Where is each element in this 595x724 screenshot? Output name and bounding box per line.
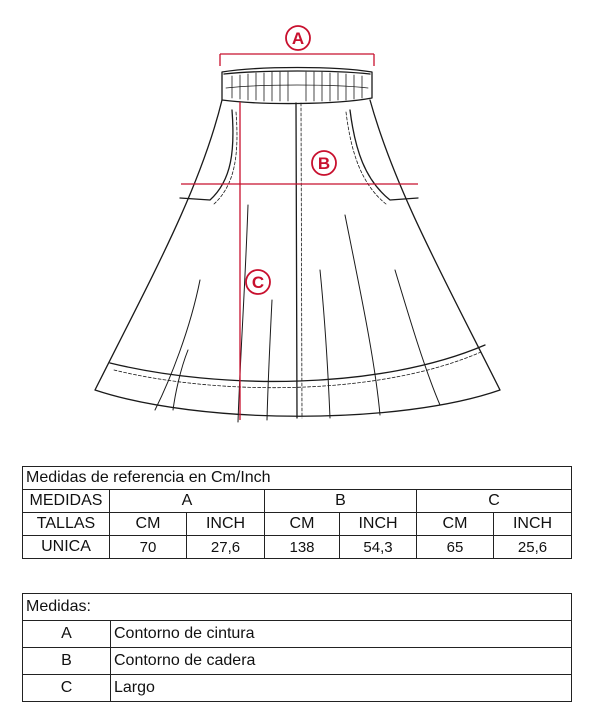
svg-text:C: C	[251, 273, 265, 292]
right-pocket	[350, 110, 418, 200]
unit-header: INCH	[340, 513, 417, 536]
table-cell: 65	[417, 536, 494, 559]
table-row	[23, 536, 572, 559]
size-name: UNICA	[23, 536, 110, 559]
legend-key: B	[23, 648, 111, 675]
group-header-a: A	[110, 490, 265, 513]
legend-row	[23, 675, 572, 702]
unit-header: INCH	[494, 513, 572, 536]
unit-header: CM	[110, 513, 187, 536]
unit-header: CM	[417, 513, 494, 536]
marker-c-icon	[246, 270, 270, 294]
unit-header: CM	[265, 513, 340, 536]
table-cell: 70	[110, 536, 187, 559]
size-table-title: Medidas de referencia en Cm/Inch	[23, 467, 572, 490]
legend-description: Contorno de cintura	[111, 621, 572, 648]
legend-description: Contorno de cadera	[111, 648, 572, 675]
legend-key: A	[23, 621, 111, 648]
center-seam	[296, 103, 297, 418]
row-header-medidas: MEDIDAS	[23, 490, 110, 513]
legend-description: Largo	[111, 675, 572, 702]
table-cell: 54,3	[340, 536, 417, 559]
skirt-outline	[95, 100, 500, 416]
size-table	[22, 466, 572, 559]
legend-row	[23, 621, 572, 648]
group-header-c: C	[417, 490, 572, 513]
svg-text:B: B	[317, 154, 331, 173]
table-cell: 138	[265, 536, 340, 559]
marker-a-icon	[286, 26, 310, 50]
legend-key: C	[23, 675, 111, 702]
table-cell: 25,6	[494, 536, 572, 559]
legend-table	[22, 593, 572, 702]
legend-row	[23, 648, 572, 675]
row-header-tallas: TALLAS	[23, 513, 110, 536]
unit-header: INCH	[187, 513, 265, 536]
svg-text:A: A	[291, 29, 305, 48]
marker-b-icon	[312, 151, 336, 175]
left-pocket	[180, 110, 233, 200]
table-cell: 27,6	[187, 536, 265, 559]
legend-title: Medidas:	[23, 594, 572, 621]
group-header-b: B	[265, 490, 417, 513]
